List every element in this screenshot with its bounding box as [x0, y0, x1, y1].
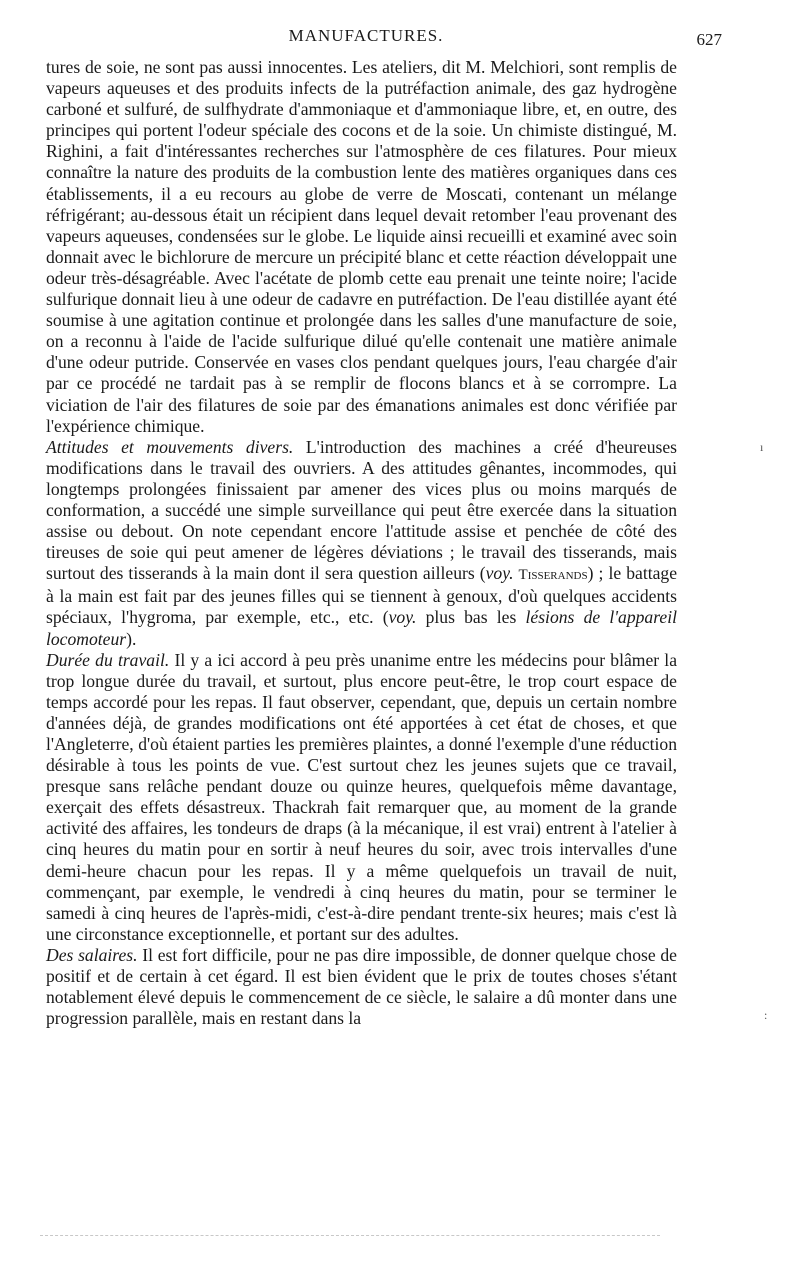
margin-mark: :	[764, 1008, 768, 1022]
paragraph	[46, 650, 677, 945]
text-run: ).	[126, 628, 137, 649]
paragraph	[46, 437, 677, 650]
italic-text: voy.	[485, 563, 514, 584]
italic-text: lésions de l'appareil locomoteur	[46, 607, 677, 649]
text-run: Il y a ici accord à peu près unanime entre les médecins pour blâmer la trop longue durée du travail, et surtout, plus encore peut-être, le trop court espace de temps accordé pour les repas. Il faut observer, cependant, que, depuis un certain nombre d'années déjà, de grandes modifications ont été apportées à cet état de choses, et que l'Angleterre, d'où étaient parties les premières plaintes, a donné l'exemple d'une réduction désirable à tous les points de vue. C'est surtout chez les jeunes sujets que ce travail, presque sans relâche pendant douze ou quinze heures, quelquefois même davantage, exerçait des effets désastreux. Thackrah fait remarquer que, au moment de la grande activité des affaires, les tondeurs de draps (à la mécanique, il est vrai) entrent à l'atelier à cinq heures du matin pour en sortir à neuf heures du soir, avec trois intervalles d'une demi-heure chacun pour les repas. Il y a même quelquefois un travail de nuit, commençant, par exemple, le vendredi à cinq heures du matin, pour se terminer le samedi à cinq heures de l'après-midi, c'est-à-dire pendant trente-six heures; mais c'est là une circonstance exceptionnelle, et portant sur des adultes.	[46, 649, 678, 944]
italic-text: voy.	[388, 607, 417, 628]
page-number: 627	[696, 30, 722, 49]
section-heading: Des salaires.	[46, 944, 138, 965]
text-run: plus bas les	[416, 607, 526, 628]
paragraph	[46, 57, 677, 437]
text-run: L'introduction des machines a créé d'heureuses modifications dans le travail des ouvriers. A des attitudes gênantes, incommodes, qui longtemps prolongées finissaient par amener des vices plus ou moins marqués de conformation, a succédé une simple surveillance qui peut être exercée dans la situation assise ou debout. On note cependant encore l'attitude assise et penchée de côté des tireuses de soie qui peut amener de légères déviations ; le travail des tisserands, mais surtout des tisserands à la main dont il sera question ailleurs (	[46, 436, 677, 584]
cross-reference: Tisserands	[518, 567, 588, 584]
running-title: MANUFACTURES.	[288, 26, 444, 45]
text-run: ) ; le battage à la main est fait par des jeunes filles qui se tiennent à genoux, d'où quelques accidents spéciaux, l'hygroma, par exemple, etc., etc. (	[46, 563, 678, 628]
text-run: Il est fort difficile, pour ne pas dire impossible, de donner quelque chose de positif et de certain à cet égard. Il est bien évident que le prix de toutes choses s'étant notablement élevé depuis le commencement de ce siècle, le salaire a dû monter dans une progression parallèle, mais en restant dans la	[46, 944, 677, 1029]
body-text	[46, 57, 677, 1029]
paragraph	[46, 945, 677, 1029]
text-run: tures de soie, ne sont pas aussi innocentes. Les ateliers, dit M. Melchiori, sont remplis de vapeurs aqueuses et des produits infects de la putréfaction animale, des gaz hydrogène carboné et sulfuré, de sulfhydrate d'ammoniaque et d'ammoniaque libre, et, en outre, des principes qui portent l'odeur spéciale des cocons et de la soie. Un chimiste distingué, M. Righini, a fait d'intéressantes recherches sur l'atmosphère de ces filatures. Pour mieux connaître la nature des produits de la combustion lente des matières organiques dans ces établissements, il a eu recours au globe de verre de Moscati, contenant un mélange réfrigérant; au-dessous était un récipient dans lequel devait retomber l'eau provenant des vapeurs aqueuses, condensées sur le globe. Le liquide ainsi recueilli et examiné avec soin donnait avec le bichlorure de mercure un précipité blanc et cette réaction développait une odeur très-désagréable. Avec l'acétate de plomb cette eau prenait une teinte noire; l'acide sulfurique donnait lieu à une odeur de cadavre en putréfaction. De l'eau distillée ayant été soumise à une agitation continue et prolongée dans les salles d'une manufacture de soie, on a reconnu à l'aide de l'acide sulfurique dilué qu'elle contenait une matière animale d'une odeur putride. Conservée en vases clos pendant quelques jours, l'eau chargée d'air par ce procédé ne tardait pas à se remplir de flocons blancs et à se corrompre. La viciation de l'air des filatures de soie par des émanations animales est donc vérifiée par l'expérience chimique.	[46, 57, 677, 436]
section-heading: Durée du travail.	[46, 649, 170, 670]
margin-mark: ı	[760, 440, 764, 454]
page-header	[46, 26, 722, 50]
section-heading: Attitudes et mouvements divers.	[46, 436, 294, 457]
footer-rule	[40, 1235, 660, 1237]
